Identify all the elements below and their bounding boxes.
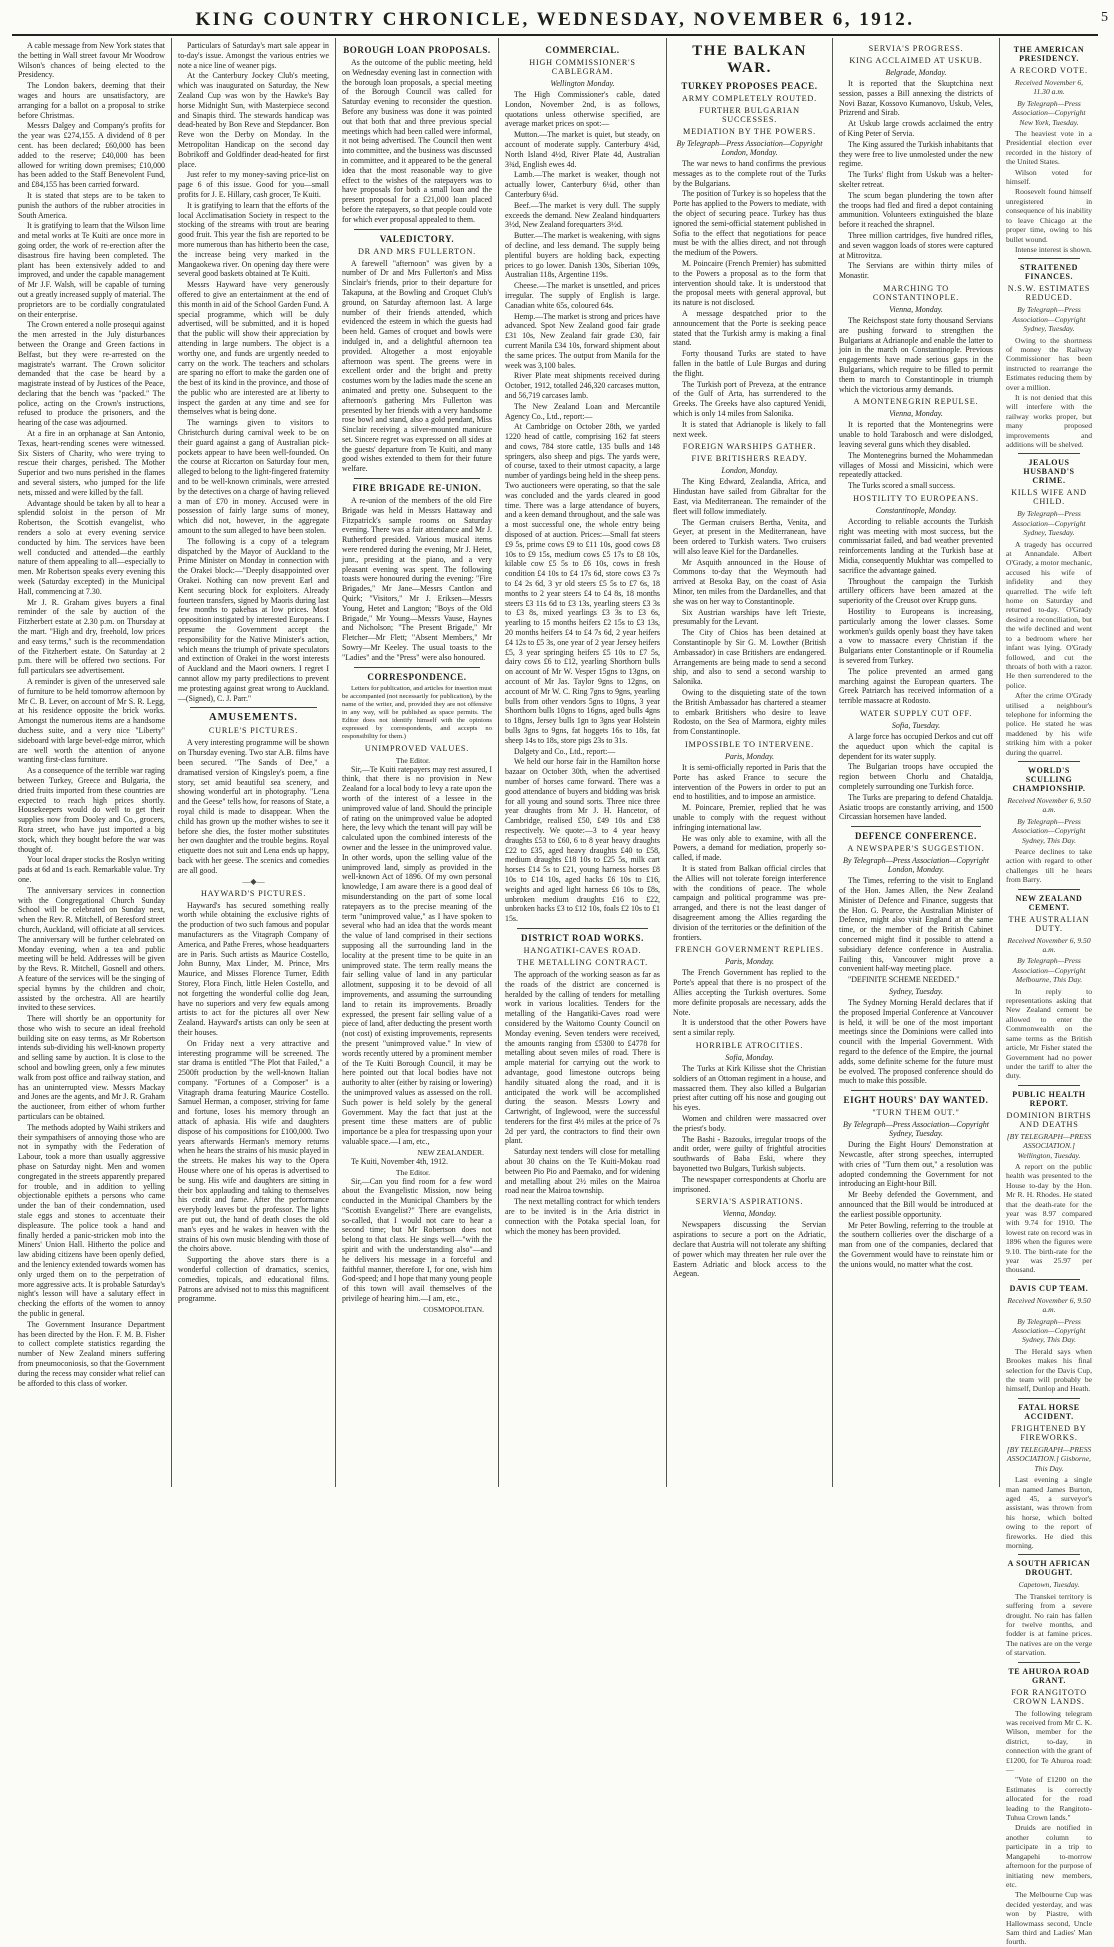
unimproved-signature: NEW ZEALANDER. (417, 1147, 484, 1157)
article-paragraph: A large force has occupied Derkos and cut off the aqueduct upon which the capital is dependent for its water supply. (839, 732, 993, 761)
march-dateline: Vienna, Monday. (889, 304, 943, 314)
article-paragraph: M. Poincaire (French Premier) has submitted to the Powers a proposal as to the form that intervention should take. It is understood that the proposal meets with general approval, but its nature is not disclosed. (673, 258, 826, 308)
article-paragraph: It is reported that the Skuptchina next session, passes a Bill annexing the districts of Novi Bazar, Kossovo Kumanovo, Uskub, Veles, Prizrend and Sirab. (839, 79, 993, 118)
local-news-continued (178, 41, 329, 703)
article-paragraph: A report on the public health was presented to the House to-day by the Hon. Mr R. H. Rhodes. He stated that the death-rate for the year was 8.97 compared with 9.74 for 1910. The lowest rate on record was in 1896 when the figures were 9.10. The birth-rate for the year was 25.97 per thousand. (1006, 1161, 1092, 1275)
article-paragraph: The Montenegrins burned the Mohammedan villages of Mossi and Missicini, which were repeatedly attacked. (839, 450, 993, 480)
local-news (18, 41, 165, 1388)
water-article (839, 732, 993, 822)
war-heading: THE BALKAN WAR. (692, 43, 807, 76)
column-1 (12, 38, 172, 1487)
article-paragraph: The Times, referring to the visit to England of the Hon. James Allen, the New Zealand Minister of Defence and Finance, suggests that the Hon. G. Pearce, the Australian Minister of Defence, might also visit England at the same time, or the member of the British Cabinet concerned might find it possible to attend a subsidiary defence conference in Australia. Failing this, Vancouver might prove a convenient half-way meeting place. (839, 876, 993, 974)
commercial-dateline: Wellington Monday. (550, 79, 615, 88)
valedictory-article (342, 259, 492, 475)
article-paragraph: The French Government has replied to the Porte's appeal that there is no prospect of the Allies accepting the Turkish overtures. Some more definite proposals are necessary, adds the Note. (673, 968, 826, 1017)
article-paragraph: The heaviest vote in a Presidential election ever recorded in the history of the United States. (1006, 129, 1092, 167)
divider (354, 667, 480, 668)
article-paragraph: It is stated from Balkan official circles that the Allies will not tolerate foreign interference with the conditions of peace. The whole campaign and political programme was pre-arranged, and there is not the least danger of disagreement among the Allies regarding the division of the territories or the definition of the frontiers. (673, 864, 826, 942)
article-paragraph: It is stated that Adrianople is likely to fall next week. (673, 419, 826, 439)
article-paragraph: After the crime O'Grady utilised a neighbour's telephone for informing the police. He stated he was maddened by his wife striking him with a poker during the quarrel. (1006, 691, 1092, 757)
article-paragraph: Roosevelt found himself unregistered in consequence of his inability to leave Chicago at the proper time, owing to his bullet wound. (1006, 187, 1092, 244)
article-paragraph: Butter.—The market is weakening, with signs of decline, and less demand. The supply being plentiful buyers are holding back, expecting prices to go lower. Danish 130s, Siberian 109s, Australian 118s, Argentine 119s. (505, 231, 660, 280)
evangelist-letter (342, 1177, 492, 1304)
unimproved-place: Te Kuiti, November 4th, 1912. (351, 1156, 448, 1166)
article-paragraph: Lamb.—The market is weaker, though not actually lower, Canterbury 6¼d, other than Canterbury 6¼d. (505, 170, 660, 199)
war-subheading-3: FURTHER BULGARIAN SUCCESSES. (699, 106, 800, 124)
article-paragraph: The Turks' flight from Uskub was a helter-skelter retreat. (839, 170, 993, 189)
article-paragraph: The following is a copy of a telegram dispatched by the Mayor of Auckland to the Prime Minister on Monday in connection with the Orakei block:—"Deeply disappointed over Orakei. Nothing can now prevent Earl and Kent securing block for exploiters. Already fourteen transfers, signed by Maoris during last few months to pakehas at low prices. Most opposition instigated by interested Europeans. I presume the Government accept the responsibility for the Native Minister's action, which means the triumph of private speculators and extinction of Orakei in the worst interests of Auckland and the Maori owners. I regret I cannot allow my party predilections to prevent me protesting against great wrong to Auckland.—(Signed), C. J. Parr." (178, 536, 329, 703)
article-paragraph: The Reichspost state forty thousand Servians are pushing forward to strengthen the Bulgarians at Adrianople and enable the latter to join in the march on Constantinople. Previous engagements have made serious gaps in the Bulgarians, which require to be filled to permit them to march to Constantinople in triumph which the victorious army demands. (839, 315, 993, 394)
finances-subheading: N.S.W. ESTIMATES REDUCED. (1007, 284, 1091, 303)
brigade-article (342, 496, 492, 663)
jealous-subheading: KILLS WIFE AND CHILD. (1011, 488, 1087, 507)
french-article (673, 968, 826, 1038)
unimproved-heading: UNIMPROVED VALUES. (364, 743, 470, 753)
article-paragraph: It is gratifying to learn that the efforts of the local Acclimatisation Society in respect to the stocking of the streams with trout are bearing good fruit. This year the fish are reported to be more numerous than has hitherto been the case, the increase being very marked in the Mangaokewa river. On opening day there were several good baskets obtained at Te Kuiti. (178, 200, 329, 279)
article-paragraph: It is stated that steps are to be taken to punish the authors of the rubber atrocities in South America. (18, 190, 165, 220)
article-paragraph: Messrs Hayward have very generously offered to give an entertainment at the end of this month in aid of the School Garden Fund. A special programme, which will be duly advertised, will be submitted, and it is hoped that the public will show their appreciation by attending in large numbers. The object is a worthy one, and funds are urgently needed to carry on the work. The teachers and scholars are sparing no effort to make the garden one of the best of its kind in the province, and those of the public who are interested are at liberty to inspect the garden at any time and see for themselves what is being done. (178, 280, 329, 417)
curle-article (178, 738, 329, 875)
health-article (1006, 1162, 1092, 1275)
article-paragraph: At a fire in an orphanage at San Antonio, Texas, heart-rending scenes were witnessed. Six Sisters of Charity, who were trying to rescue their charges, perished. The Mother Superior and two nuns perished in the flames and several sisters, who jumped for the life nets, missed and were killed by the fall. (18, 429, 165, 497)
article-paragraph: Owing to the shortness of money the Railway Commissioner has been instructed to rearrange the Estimates reducing them by over a million. (1006, 335, 1092, 392)
jealous-article (1006, 540, 1092, 757)
presidency-dateline: Received November 6, 11.30 a.m. (1014, 78, 1084, 97)
defence-article (839, 876, 993, 985)
monte-heading: A MONTENEGRIN REPULSE. (853, 397, 979, 407)
defence-subheading: A NEWSPAPER'S SUGGESTION. (847, 844, 985, 854)
horrible-article (673, 1064, 826, 1194)
article-paragraph: The Turks scored a small success. (848, 481, 955, 491)
column-6 (833, 38, 1000, 1487)
unimproved-addressee: The Editor. (395, 755, 431, 765)
eight-heading: EIGHT HOURS' DAY WANTED. (843, 1095, 989, 1106)
masthead-title: KING COUNTRY CHRONICLE, WEDNESDAY, NOVEMBER 6, 1912. (195, 9, 915, 30)
district-heading: DISTRICT ROAD WORKS. (521, 932, 644, 943)
fatal-article (1006, 1475, 1092, 1550)
finances-heading: STRAITENED FINANCES. (1019, 263, 1078, 282)
article-paragraph: The Turkish port of Preveza, at the entrance of the Gulf of Arta, has surrendered to the Greeks. The Greeks have also captured Yenidi, which is only 14 miles from Salonika. (673, 379, 826, 418)
eight-credit: By Telegraph—Press Association—Copyright Sydney, Tuesday. (843, 1120, 989, 1139)
uskub-dateline: Belgrade, Monday. (885, 68, 947, 77)
article-paragraph: A message despatched prior to the announcement that the Porte is seeking peace stated that the Turkish army is making a final stand. (673, 308, 826, 348)
article-paragraph: The King Edward, Zealandia, Africa, and Hindustan have sailed from Gibraltar for the East, via Mediterranean. The remainder of the fleet will follow immediately. (673, 477, 826, 516)
article-paragraph: Supporting the above stars there is a wonderful collection of dramatics, scenics, comedies, topicals, and educational films. Patrons are advised not to miss this magnificent programme. (178, 1255, 329, 1304)
article-paragraph: The New Zealand Loan and Mercantile Agency Co., Ltd., report:— (505, 401, 660, 421)
article-paragraph: Wilson voted for himself. (1006, 167, 1092, 187)
article-paragraph: The City of Chios has been detained at Constantinople by Sir G. M. Lowther (British Ambassador) in case Britishers are endangered. Arrangements are being made to send a second ship, and also to send a second warship to Salonika. (673, 628, 826, 687)
grant-article (1006, 1709, 1092, 1947)
article-paragraph: The methods adopted by Waihi strikers and their sympathisers of annoying those who are not in sympathy with the Federation of Labour, took a more than usually aggressive phase on Saturday night. Men and women congregated in the streets apparently prepared for trouble, and in addition to yelling objectionable epithets a persons who came under the ban of their condemnation, used stale eggs and stones to accentuate their displeasure. The police took a hand and finally herded a panic-stricken mob into the Miners' Union Hall. Hitherto the police and law abiding citizens have been openly defied, and the leniency extended towards women has only urged them on to the perpetration of more aggressive acts. It is probable Saturday's night's lesson will have a salutary effect in checking the efforts of the women to annoy the public in general. (18, 1122, 165, 1318)
ornament: —◆— (242, 876, 265, 886)
brigade-heading: FIRE BRIGADE RE-UNION. (352, 483, 482, 494)
article-paragraph: The anniversary services in connection with the Congregational Church Sunday School will be celebrated on Sunday next, when the Rev. R. Mitchell, of Beresford street church, Auckland, will officiate at all services. The anniversary will be further celebrated on Monday evening, when a tea and public meeting will be held. Addresses will be given by the Revs. R. Mitchell, Gosnell and others. A feature of the services will be the singing of special hymns by the children and choir, assisted by the orchestra. All are heartily invited to these services. (18, 885, 165, 1013)
finances-credit: By Telegraph—Press Association—Copyright Sydney, Tuesday. (1012, 305, 1086, 334)
servia-dateline: Vienna, Monday. (722, 1209, 777, 1219)
district-subheading: HANGATIKI-CAVES ROAD. (523, 945, 642, 955)
article-paragraph: Hayward's has secured something really worth while obtaining the exclusive rights of the production of two such famous and popular manufacturers as the Vitagraph Company of America, and Pathe Freres, whose headquarters are in Paris. Such artists as Maurice Costello, John Bunny, Max Linder, M. Prince, Mrs Maurice, and Misses Florence Turner, Edith Storey, Flora Finch, little Helen Costello, and not forgetting the wonderful collie dog Jean, have no superiors and very few equals among artists to act for the pictures all over New Zealand. Hayward's artists can only be seen at their houses. (178, 900, 329, 1037)
divider (354, 229, 480, 230)
jealous-heading: JEALOUS HUSBAND'S CRIME. (1023, 458, 1075, 486)
article-paragraph: At the Canterbury Jockey Club's meeting, which was inaugurated on Saturday, the New Zealand Cup was won by the Hawke's Bay horse Midnight Sun, with Masterpiece second and Sinapis third. The stewards handicap was dead-heated by Bon Reve and Stepdancer. Bon Reve won the Derby on Monday. In the Metropolitan Handicap on the second day Bobrikoff and Goldfinder dead-heated for first place. (178, 71, 329, 169)
cement-subheading: THE AUSTRALIAN DUTY. (1008, 914, 1090, 933)
war-subheading-4: MEDIATION BY THE POWERS. (683, 127, 816, 136)
article-paragraph: The Sydney Morning Herald declares that if the proposed Imperial Conference at Vancouver is held, it will be one of the most important meetings since the Dominions were called into council with the Imperial Government. With regard to the defence of the Empire, the journal adds, some definite scheme for the future must be evolved. The proposed conference should do much to make this possible. (839, 997, 993, 1086)
health-credit: [BY TELEGRAPH—PRESS ASSOCIATION.] Wellington, Tuesday. (1006, 1131, 1092, 1160)
divider (517, 928, 648, 929)
fatal-credit: [BY TELEGRAPH—PRESS ASSOCIATION.] Gisborne, This Day. (1006, 1444, 1092, 1473)
davis-article (1006, 1347, 1092, 1394)
presidency-subheading: A RECORD VOTE. (1010, 66, 1088, 75)
article-paragraph: Dalgety and Co., Ltd., report:— (514, 746, 616, 756)
article-paragraph: A tragedy has occurred at Annandale. Albert O'Grady, a motor mechanic, accused his wife of infidelity and they quarrelled. The wife left home on Saturday and returned to-day. O'Grady desired a reconciliation, but the wife declined and went to a bedroom where her infant was lying. O'Grady followed, and cut the throats of both with a razor. He then surrendered to the police. (1006, 539, 1092, 690)
article-paragraph: The approach of the working season as far as the roads of the district are concerned is heralded by the calling of tenders for metalling work in various localities. Tenders for the metalling of the Hangatiki-Caves road were considered by the Waitomo County Council on Monday evening. Seven tenders were received, the amounts ranging from £5300 to £4778 for metalling about seven miles of road. There is ample material for carrying out the work to advantage, good limestone outcrops being handily situated along the road, and it is anticipated the work will be accomplished during the season. Messrs Lowry and Cartwright, of Inglewood, were the successful tenderers for the first 4½ miles at the price of 7s 2d per yard, the contractors to find their own plant. (505, 969, 660, 1146)
column-4 (499, 38, 667, 1487)
cement-dateline: Received November 6, 9.50 a.m. (1007, 935, 1091, 955)
article-paragraph: Beef.—The market is very dull. The supply exceeds the demand. New Zealand hindquarters 3½d, New Zealand forequarters 3½d. (505, 200, 660, 230)
unimproved-letter (342, 765, 492, 1147)
article-paragraph: It is not denied that this will interfere with the railway works proper, but many proposed improvements and additions will be shelved. (1006, 392, 1092, 449)
article-paragraph: The police prevented an armed gang marching against the European quarters. The Greek Patriarch has received information of a terrible massacre at Rodosto. (839, 666, 993, 706)
valedictory-heading: VALEDICTORY. (379, 233, 455, 244)
cement-article (1006, 987, 1092, 1081)
article-paragraph: As the outcome of the public meeting, held on Wednesday evening last in connection with the borough loan proposals, a special meeting of the Borough Council was called for Saturday evening to reconsider the question. Before any business was done it was pointed out that both that and three previous special meetings which had been called were informal, it not being advertised. The Council then went into committee, and the business was discussed in committee, and it appeared to be the general idea that the most reasonable way to give effect to the wishes of the ratepayers was to have proposals for both a small loan and the present proposal for a £21,000 loan placed before the ratepayers, so that people could vote for which ever proposal appealed to them. (342, 58, 492, 224)
grant-heading: TE AHUROA ROAD GRANT. (1008, 1666, 1090, 1685)
divider (1018, 1554, 1080, 1555)
article-paragraph: The High Commissioner's cable, dated London, November 2nd, is as follows, quotations unless otherwise specified, are average market prices on spot:— (505, 90, 660, 129)
foreign-article (673, 477, 826, 737)
presidency-article (1006, 129, 1092, 254)
hostility-heading: HOSTILITY TO EUROPEANS. (853, 493, 979, 503)
article-paragraph: Sir,—Te Kuiti ratepayers may rest assured, I think, that there is no provision in New Zealand for a local body to levy a rate upon the worth of the interest of a lessee in the unimproved value of land. Should the principle of rating on the unimproved value be adopted here, the levy which the tenant will pay will be calculated upon the combined interests of the owner and the lessee in the unimproved value. In other words, upon the selling value of the unimproved land, simply as provided in the well-known Act of 1896. Of my own personal knowledge, I am aware there is a good deal of misunderstanding on the part of some local ratepayers as to the precise meaning of the term "unimproved value," as I have spoken to several who had an idea that the words meant the value of land comprised in their sections supposing all the surrounding land in the locality at the present time to be quite in an unimproved state. The term really means the fair selling value of land in any particular allotment, supposing it to be devoid of all improvements, and assuming the surrounding land to retain its improvements. Broadly expressed, the present fair selling value of a piece of land, after deducting the present worth (not cost) of existing improvements, represents the present "unimproved value." In view of words recently uttered by a prominent member of the Te Kuiti Borough Council, it may be here pointed out that local bodies have not authority to alter (either by raising or lowering) the unimproved values as assessed on the roll. Such power is held solely by the general Government. May the fact that just at the present time these matters are of public importance be a plea for trespassing upon your valuable space.—I am, etc., (342, 764, 492, 1146)
foreign-dateline: London, Monday. (721, 466, 778, 476)
jealous-credit: By Telegraph—Press Association—Copyright Sydney, Tuesday. (1012, 509, 1086, 538)
article-paragraph: The Bulgarian troops have occupied the region between Chorlu and Chataldja, completely surrounding one Turkish force. (839, 762, 993, 792)
defence-credit: By Telegraph—Press Association—Copyright London, Monday. (843, 856, 989, 875)
article-paragraph: The Transkei territory is suffering from a severe drought. No rain has fallen for twelve months, and fodder is at famine prices. The natives are on the verge of starvation. (1006, 1591, 1092, 1658)
divider (1018, 889, 1080, 890)
article-paragraph: Just refer to my money-saving price-list on page 6 of this issue. Good for you—small profits for J. E. Hillary, cash grocer, Te Kuiti. (178, 170, 329, 199)
article-paragraph: Your local draper stocks the Roslyn writing pads at 6d and 1s each. Remarkable value. Try one. (18, 855, 165, 884)
water-dateline: Sofia, Tuesday. (891, 721, 941, 731)
davis-heading: DAVIS CUP TEAM. (1009, 1283, 1089, 1293)
article-paragraph: A re-union of the members of the old Fire Brigade was held in Messrs Hattaway and Fitzpatrick's sample rooms on Saturday evening. There was a fair attendance and Mr J. Rutherford presided. Various musical items were rendered during the evening, Mr J. Hetet, junr., presiding at the piano, and a very pleasant evening was spent. The following toasts were honoured during the evening: "Fire Brigades," Mr Jane—Messrs Cantlon and Quirk; "Visitors," Mr J. Eriksen—Messrs Young, Hetet and Langton; "Boys of the Old Brigade," Mr Young—Messrs Vause, Haynes and Nicholson; "The Present Brigade," Mr Fletcher—Mr Flett; "Absent Members," Mr Sowry—Mr Keeley. The usual toasts to the "Ladies" and the "Press" were also honoured. (342, 496, 492, 662)
hayward-article (178, 901, 329, 1305)
servia-heading: SERVIA'S ASPIRATIONS. (695, 1197, 804, 1207)
loan-heading: BOROUGH LOAN PROPOSALS. (343, 45, 491, 55)
davis-dateline: Received November 6, 9.50 a.m. (1007, 1295, 1091, 1315)
article-paragraph: As a consequence of the terrible war raging between Turkey, Greece and Bulgaria, the dried fruits imported from these countries are expected to reach high prices shortly. Housekeepers would do well to get their supplies now from Dooley and Co., grocers, Rora street, who have just imported a big stock, which they bought before the war was thought of. (18, 766, 165, 854)
divider (1018, 1279, 1080, 1280)
divider (354, 478, 480, 479)
article-paragraph: The scum began plundering the town after the troops had fled and fired a depot containing ammunition. Volunteers extinguished the blaze before it reached the shrapnel. (839, 190, 993, 230)
davis-credit: By Telegraph—Press Association—Copyright Sydney, This Day. (1012, 1316, 1086, 1345)
article-paragraph: The Herald says when Brookes makes his final selection for the Davis Cup, the team will probably be himself, Dunlop and Heath. (1006, 1346, 1092, 1394)
drought-credit: Capetown, Tuesday. (1018, 1580, 1080, 1590)
impossible-dateline: Paris, Monday. (724, 752, 775, 762)
article-paragraph: The German cruisers Bertha, Venita, and Geyer, at present in the Mediterranean, have been ordered to Turkish waters. Two cruisers will also leave Kiel for the Dardanelles. (673, 517, 826, 556)
sculling-dateline: Received November 6, 9.50 a.m. (1007, 795, 1091, 815)
article-paragraph: The King assured the Turkish inhabitants that they were free to live unmolested under the new regime. (839, 139, 993, 169)
article-paragraph: The warnings given to visitors to Christchurch during carnival week to be on their guard against a gang of Australian pick-pockets appear to have been well-founded. On the course at Riccarton on Saturday four men, alleged to belong to the light-fingered fraternity and to be well-known criminals, were arrested by the detectives on a charge of having relieved a man of £70 in money. Accused were in possession of fairly large sums of money, which did not, however, in the aggregate amount to the sum alleged to have been stolen. (178, 418, 329, 536)
article-paragraph: Last evening a single man named James Burton, aged 45, a surveyor's assistant, was thrown from his horse, which bolted owing to the report of fireworks. He died this morning. (1006, 1475, 1092, 1550)
sculling-heading: WORLD'S SCULLING CHAMPIONSHIP. (1012, 765, 1086, 793)
column-5 (667, 38, 833, 1487)
masthead (12, 6, 1108, 36)
water-heading: WATER SUPPLY CUT OFF. (859, 709, 973, 719)
article-paragraph: The following telegram was received from Mr C. K. Wilson, member for the district, to-day, in connection with the grant of £1200, for Te Ahuroa road:— (1006, 1708, 1092, 1775)
article-paragraph: Particulars of Saturday's mart sale appear in to-day's issue. Amongst the various entries we note a nice line of weaner pigs. (178, 41, 329, 70)
horrible-dateline: Sofia, Monday. (725, 1052, 774, 1062)
article-paragraph: It is reported that the Montenegrins were unable to hold Tarabosch and were dislodged, leaving several guns which they disabled. (839, 420, 993, 449)
article-paragraph: Mr J. R. Graham gives buyers a final reminder of the sale by auction of the Fitzherbert estate at 2.30 p.m. on Thursday at the mart. "High and dry, freehold, low prices and easy terms," such is the recommendation of the Fitzherbert estate. On Saturday at 2 p.m. there will be offered two sections. For full particulars see advertisement. (18, 597, 165, 676)
war-subheading-2: ARMY COMPLETELY ROUTED. (681, 94, 817, 103)
article-paragraph: At Uskub large crowds acclaimed the entry of King Peter of Servia. (839, 119, 993, 138)
article-paragraph: It is semi-officially reported in Paris that the Porte has asked France to secure the intervention of the Powers in order to put an end to hostilities, and to impose an armistice. (673, 763, 826, 802)
article-paragraph: On Friday next a very attractive and interesting programme will be screened. The star drama is entitled "The Plot that Failed," a 2500ft production by the well-known Italian company. "Fortunes of a Composer" is a Vitagraph drama featuring Maurice Costello. Samuel Herman, a composer, striving for fame and fortune, loses his memory through an attack of aphasia. His wife and daughters dispose of his compositions for £100,000. Two years afterwards Herman's memory returns when he hears the strains of his music played in the streets. He makes his way to the Opera House where one of his operas is advertised to be sung. His wife and daughters are sitting in their box applauding and taking to themselves his credit and fame. After the performance everybody leaves but the professor. The lights are put out, the hand of death closes the old man's eyes and he wakes in heaven with the strains of his own music blending with those of the choirs above. (178, 1038, 329, 1254)
article-paragraph: Mr Peter Bowling, referring to the trouble at the southern collieries over the discharge of a man from one of the companies, declared that the Government would have to reinstate him or the unions would, no matter what the cost. (839, 1220, 993, 1269)
health-heading: PUBLIC HEALTH REPORT. (1012, 1089, 1086, 1108)
article-paragraph: "DEFINITE SCHEME NEEDED." (848, 975, 960, 985)
divider (1018, 761, 1080, 762)
article-paragraph: We held our horse fair in the Hamilton horse bazaar on October 30th, when the advertised number of horses came forward. There was a good attendance of buyers and bidding was brisk for all young and sound sorts. Three nice three year draughts from Mr J. H. Hancetor, of Cambridge, realised £50, £49 10s and £38 respectively. We quote:—3 to 4 year heavy draughts £53 to £60, 6 to 8 year heavy draughts £22 to £35, aged heavy draughts £40 to £58, medium draughts £18 10s to £25 5s, milk cart horses £14 5s to £21, young harness horses £8 10s to £14 10s, aged hacks £6 10s to £16, weights and aged light harness £6 10s to £8s, unbroken medium draughts £16 to £22, unbroken hacks £3 to £12 10s, foals £2 10s to £1 15s. (505, 757, 660, 924)
cement-heading: NEW ZEALAND CEMENT. (1015, 893, 1083, 912)
eight-article (839, 1140, 993, 1269)
foreign-heading: FOREIGN WARSHIPS GATHER. (682, 442, 817, 452)
march-heading: MARCHING TO CONSTANTINOPLE. (872, 283, 960, 302)
article-paragraph: Forty thousand Turks are stated to have fallen in the battle of Lule Burgas and during the flight. (673, 349, 826, 378)
article-paragraph: Pearce declines to take action with regard to other challenges till he hears from Barry. (1006, 847, 1092, 885)
article-paragraph: During the Eight Hours' Demonstration at Newcastle, after strong speeches, interrupted with cries of "Turn them out," a resolution was adopted condemning the Government for not introducing an Eight-hour Bill. (839, 1140, 993, 1189)
commercial-subheading: HIGH COMMISSIONER'S CABLEGRAM. (529, 58, 636, 76)
hostility-article (839, 517, 993, 706)
sculling-credit: By Telegraph—Press Association—Copyright Sydney, This Day. (1012, 816, 1086, 845)
march-article (839, 316, 993, 394)
article-paragraph: Women and children were massacred over the priest's body. (673, 1113, 826, 1133)
french-dateline: Paris, Monday. (724, 957, 775, 967)
article-paragraph: The war news to hand confirms the previous messages as to the complete rout of the Turks by the Bulgarians. (673, 159, 826, 188)
article-paragraph: Sir,—Can you find room for a few word about the Evangelistic Mission, now being conducted in the Municipal Chambers by the "Scottish Evangelist?" There are evangelists, so-called, that I would not care to hear a second time; but Mr Robertson does not belong to that class. He sings well—"with the spirit and with the understanding also"—and he delivers his message in a forceful and faithful manner, therefore I, for one, wish him God-speed; and I hope that many young people of this town will avail themselves of the privilege of hearing him.—I am, etc., (342, 1176, 492, 1304)
commercial-article (505, 90, 660, 924)
impossible-article (673, 763, 826, 942)
letter2-addressee: The Editor. (395, 1167, 431, 1177)
progress-heading: SERVIA'S PROGRESS. (868, 44, 964, 53)
article-paragraph: Throughout the campaign the Turkish artillery officers have been amazed at the superiority of the Creusot over Krupp guns. (839, 576, 993, 606)
article-paragraph: The Servians are within thirty miles of Monastir. (839, 261, 993, 281)
fatal-heading: FATAL HORSE ACCIDENT. (1018, 1402, 1080, 1421)
drought-article (1006, 1592, 1092, 1658)
article-paragraph: The Crown entered a nolle prosequi against the men arrested in the July disturbances between the Orange and Green factions in Belfast, but they were re-arrested on the magistrate's warrant. The Crown solicitor demanded that the case be heard by a magistrate instead of by Justices of the Peace, declaring that the bench was "packed." The police, acting on the Crown's instructions, refused to produce the prisoners, and the hearing of the case was adjourned. (18, 320, 165, 428)
article-paragraph: Messrs Dalgey and Company's profits for the year was £274,155. A dividend of 8 per cent. has been declared; £60,000 has been added to the reserve; £40,000 has been allowed for writing down premises; £10,000 has been added to the Staff Benevolent Fund, and £84,155 has been carried forward. (18, 121, 165, 190)
defence-article-2 (839, 998, 993, 1086)
drought-heading: A SOUTH AFRICAN DROUGHT. (1007, 1559, 1091, 1578)
letter2-signature: COSMOPOLITAN. (423, 1304, 484, 1314)
article-paragraph: Advantage should be taken by all to hear a splendid soloist in the person of Mr Robertson, the Scottish evangelist, who renders a solo at every evening service conducted by him. The services have been well conducted and attended—the earthly nature of them appealing to all—especially to men. Mr Robertson speaks every evening this week (Saturday excepted) in the Municipal Hall, commencing at 7.30. (18, 498, 165, 596)
article-paragraph: There will shortly be an opportunity for those who wish to secure an ideal freehold building site on easy terms, as Mr Robertson intends sub-dividing his well-known property and selling same by auction. It is close to the school and bowling green, only a few minutes walk from post office and railway station, and has an uninterrupted view. Messrs Mackay and Jones are the agents, and Mr J. R. Graham the auctioneer, from either of whom further particulars can be obtained. (18, 1014, 165, 1122)
article-paragraph: River Plate meat shipments received during October, 1912, totalled 246,320 carcases mutton, and 56,719 carcases lamb. (505, 371, 660, 400)
divider (851, 1090, 981, 1091)
column-3 (336, 38, 499, 1487)
divider (1018, 1398, 1080, 1399)
impossible-heading: IMPOSSIBLE TO INTERVENE. (684, 740, 814, 750)
article-paragraph: The Government Insurance Department has been directed by the Hon. F. M. B. Fisher to collect complete statistics regarding the number of New Zealand miners suffering from pneumoconiosis, so that the Government during the recess may consider what relief can be afforded to this class of worker. (18, 1319, 165, 1388)
article-paragraph: Saturday next tenders will close for metalling about 30 chains on the Te Kuiti-Mokau road between Pio Pio and Paemako, and for widening and metalling about 2½ miles on the Mairoa road near the Mairoa township. (505, 1147, 660, 1196)
commercial-heading: COMMERCIAL. (545, 45, 620, 55)
amusements-heading: AMUSEMENTS. (209, 712, 298, 724)
cement-credit: By Telegraph—Press Association—Copyright Melbourne, This Day. (1012, 956, 1086, 985)
article-paragraph: In reply to representations asking that New Zealand cement be allowed to enter the Commonwealth on the same terms as the British article, Mr Fisher stated the Government had no power under the tariff to alter the duty. (1006, 986, 1092, 1081)
servia-article (673, 1220, 826, 1279)
foreign-subheading: FIVE BRITISHERS READY. (691, 454, 808, 464)
article-paragraph: Hemp.—The market is strong and prices have advanced. Spot New Zealand good fair grade £31 10s, New Zealand fair grade £30, fair current Manila £34 10s, forward shipment about the same prices. The output from Manila for the week was 3,100 bales. (505, 311, 660, 370)
war-credit: By Telegraph—Press Association—Copyright London, Monday. (676, 139, 823, 157)
divider (1018, 1662, 1080, 1663)
article-paragraph: A farewell "afternoon" was given by a number of Dr and Mrs Fullerton's and Miss Sinclair's friends, prior to their departure for Takapuna, at the Bowling and Croquet Club's ground, on Saturday afternoon last. A large number of their friends attended, which evidenced the esteem in which the guests had been held. Games of croquet and bowls were indulged in, and a delightful afternoon tea provided. Altogether a most enjoyable afternoon was spent. The greens were in excellent order and the bright and pretty costumes worn by the ladies made the scene an animated and pretty one. Subsequent to the afternoon's gathering Mrs Fullerton was presented by her friends with a very handsome rose bowl and stand, also a gold pendant, Miss Sinclair receiving a silver-mounted manicure set. Sincere regret was expressed on all sides at the guests' departure from Te Kuiti, and many good wishes extended to them for their future welfare. (342, 258, 492, 474)
war-subheading: TURKEY PROPOSES PEACE. (681, 81, 818, 91)
article-paragraph: Owing to the disquieting state of the town the British Ambassador has chartered a steamer to embark Britishers who desire to leave Rodosto, on the Sea of Marmora, eighty miles from Constantinople. (673, 688, 826, 737)
valedictory-subheading: DR AND MRS FULLERTON. (357, 246, 477, 256)
correspondence-note: Letters for publication, and articles for insertion must be accompanied (not necessarily for publication), by the name of the writer, and, provided they are not offensive in any way, will be published as space permits. The Editor does not identify himself with the opinions expressed by correspondents, and accepts no responsibility for them.) (342, 684, 492, 740)
monte-article (839, 420, 993, 491)
article-paragraph: Mr Beeby defended the Government, and announced that the Bill would be introduced at the earliest possible opportunity. (839, 1190, 993, 1219)
article-paragraph: It is understood that the other Powers have sent a similar reply. (673, 1018, 826, 1038)
article-paragraph: The Melbourne Cup was decided yesterday, and was won by Piastre, with Hallowmass second, Uncle Sam third and Ladies' Man fourth. (1006, 1890, 1092, 1947)
divider (1018, 258, 1080, 259)
article-paragraph: Three million cartridges, five hundred rifles, and seven waggon loads of stores were captured at Mitrovitza. (839, 230, 993, 260)
defence-dateline-2: Sydney, Tuesday. (889, 986, 943, 996)
defence-heading: DEFENCE CONFERENCE. (855, 831, 977, 842)
article-paragraph: At Cambridge on October 28th, we yarded 1220 head of cattle, comprising 162 fat steers and cows, 784 store cattle, 135 bulls and 148 springers, also sheep and pigs. The yards were, of course, taxed to their utmost capacity, a large number of yardings being held in the sheep pens. Two auctioneers were operating, so that the sale was concluded and the yards cleared in good time. There was a large attendance of buyers, and a keen demand throughout, and the sale was a most successful one, the whole entry being disposed of at auction. Prices:—Small fat steers £9 5s, prime cows £9 to £11 10s, good cows £8 10s to £9 15s, medium cows £5 17s to £8 10s, kilable cow £5 5s to £6 10s, cows in fresh condition £4 10s to £4 17s 6d, store cows £3 7s to £4 2s 6d, 3 yr old steers £5 5s to £7 6s, 18 months to 2 year steers £4 to £4 8s, 18 months steers £3 11s 6d to £3 13s, yearling steers £3 3s to £3 8s, mixed yearlings £3 3s to £3 6s, yearling to 15 months heifers £2 15s to £3 13s, 20 months heifers £4 to £4 7s 6d, 2 year heifers £4 12s to £5 3s, one year of 2 year Jersey heifers £5, 3 year springing heifers £5 10s to £7 5s, dairy cows £6 to £12, yearling Shorthorn bulls on account of Mr W. Vesper 15gns to 13gns, on account of Mr Jas. Taylor 9gns to 12gns, on account of Mr W. C. Ring 7gns to 9gns, yearling bulls from other vendors 5gns to 10gns, 3 year Shorthorn bulls 10gns to 16gns, aged bulls 4gns to 18gns, Jersey bulls 1gn to 3gns year Holstein bulls 3gns to 9gns, fat hoggets 16s to 18s, fat sheep 14s to 18s, store pigs 23s to 31s. (505, 422, 660, 745)
eight-subheading: "TURN THEM OUT." (872, 1108, 960, 1118)
article-paragraph: Newspapers discussing the Servian aspirations to secure a port on the Adriatic, declare that Austria will not tolerate any shifting of power which may threaten her rule over the Eastern Adriatic and block access to the Aegean. (673, 1220, 826, 1279)
article-paragraph: Intense interest is shown. (1015, 244, 1092, 254)
presidency-heading: THE AMERICAN PRESIDENCY. (1013, 45, 1085, 63)
war-article (673, 159, 826, 439)
article-paragraph: The newspaper correspondents at Chorlu are imprisoned. (673, 1174, 826, 1194)
sculling-article (1006, 847, 1092, 885)
article-paragraph: According to reliable accounts the Turkish right was meeting with most success, but the commissariat failed, and bad weather prevented reinforcements landing at the Turkish base at Midia, consequently Mukhtar was compelled to sacrifice the advantage gained. (839, 516, 993, 575)
finances-article (1006, 336, 1092, 450)
columns (12, 38, 1098, 1947)
hostility-dateline: Constantinople, Monday. (875, 505, 957, 515)
divider (851, 826, 981, 827)
uskub-heading: KING ACCLAIMED AT USKUB. (849, 56, 983, 65)
page-number: 5 (1101, 10, 1108, 25)
article-paragraph: Cheese.—The market is unsettled, and prices irregular. The supply of English is large. Canadian white 65s, coloured 64s. (505, 281, 660, 310)
column-2 (172, 38, 336, 1487)
divider (1018, 453, 1080, 454)
divider (1018, 1085, 1080, 1086)
article-paragraph: The London bakers, deeming that their wages and hours are unsatisfactory, are arranging for a ballot on a proposal to strike before Christmas. (18, 81, 165, 120)
presidency-credit: By Telegraph—Press Association—Copyright New York, Tuesday. (1012, 98, 1086, 127)
article-paragraph: "Vote of £1200 on the Estimates is correctly allocated for the road leading to the Rangitoto-Tuhua Crown lands." (1006, 1775, 1092, 1823)
article-paragraph: The next metalling contract for which tenders are to be invited is in the Aria district in connection with the Potaka special loan, for which the money has been provided. (505, 1197, 660, 1236)
correspondence-heading: CORRESPONDENCE. (367, 671, 467, 682)
french-heading: FRENCH GOVERNMENT REPLIES. (675, 945, 824, 955)
curle-heading: CURLE'S PICTURES. (208, 726, 299, 736)
district-article (505, 970, 660, 1237)
article-paragraph: The position of Turkey is so hopeless that the Porte has applied to the Powers to mediate, with the object of securing peace. Turkey has thus ignored the semi-official statement published in Sofia to the effect that negotiations for peace must be with the allies direct, and not through the medium of the Powers. (673, 189, 826, 258)
hayward-heading: HAYWARD'S PICTURES. (200, 888, 307, 898)
article-paragraph: A very interesting programme will be shown on Thursday evening. Two star A.B. films have been secured. "The Sands of Dee," a dramatised version of Kingsley's poem, a fine story, set amid beautiful sea scenery, and showing wonderful art in photography. "Lena and the Geese" tells how, for reasons of State, a royal child is made to disappear. When the child has grown up the mother wishes to see it before she dies, the foster mother substitutes her own daughter and the trouble begins. Royal etiquette does not suit and Lena ends up happy, back with her geese. The scenics and comedies are all good. (178, 738, 329, 875)
article-paragraph: Six Austrian warships have left Trieste, presumably for the Levant. (673, 607, 826, 627)
health-subheading: DOMINION BIRTHS AND DEATHS (1006, 1110, 1092, 1129)
horrible-heading: HORRIBLE ATROCITIES. (695, 1040, 804, 1050)
article-paragraph: Hostility to Europeans is increasing, particularly among the lower classes. Some workmen's guilds openly boast they have taken a vow to massacre every Christian if the Bulgarians enter Constantinople or if Roumelia is severed from Turkey. (839, 607, 993, 666)
divider (190, 707, 317, 708)
article-paragraph: Druids are notified in another column to participate in a trip to Mangapehi to-morrow afternoon for the purpose of initiating new members, etc. (1006, 1823, 1092, 1889)
article-paragraph: Mr Asquith announced in the House of Commons to-day that the Weymouth had arrived at Besoka Bay, on the coast of Asia Minor, ten miles from the Dardanelles, and that she was on her way to Constantinople. (673, 557, 826, 606)
article-paragraph: A cable message from New York states that the betting in Wall street favour Mr Woodrow Wilson's chances of being elected to the Presidency. (18, 41, 165, 80)
article-paragraph: M. Poincare, Premier, replied that he was unable to comply with the request without infringing international law. (673, 803, 826, 832)
monte-dateline: Vienna, Monday. (889, 409, 943, 419)
grant-subheading: FOR RANGITOTO CROWN LANDS. (1011, 1687, 1087, 1706)
article-paragraph: Mutton.—The market is quiet, but steady, on account of moderate supply. Canterbury 4¼d, North Island 4½d, River Plate 4d, Australian 3¾d, English ewes 4d. (505, 130, 660, 169)
column-7 (1000, 38, 1098, 1947)
article-paragraph: A reminder is given of the unreserved sale of furniture to be held tomorrow afternoon by Mr C. B. Lever, on account of Mr S. R. Legg, at his residence opposite the brick works. Amongst the numerous items are a handsome duchess suite, and a very nice "Liberty" sideboard with large bevel-edge mirror, which are well worth the attention of anyone wanting first-class furniture. (18, 677, 165, 765)
article-paragraph: The Turks are preparing to defend Chataldja. Asiatic troops are constantly arriving, and 1500 Circassian horsemen have landed. (839, 792, 993, 822)
article-paragraph: The Bashi - Bazouks, irregular troops of the andit order, were guilty of frightful atrocities southwards of Baba Eski, where they bayonetted two Bulgars, Turkish subjects. (673, 1134, 826, 1173)
district-subheading-2: THE METALLING CONTRACT. (516, 957, 649, 967)
article-paragraph: He was only able to examine, with all the Powers, a demand for mediation, properly so-called, if made. (673, 833, 826, 863)
fatal-subheading: FRIGHTENED BY FIREWORKS. (1011, 1423, 1087, 1442)
uskub-article (839, 79, 993, 281)
loan-article (342, 58, 492, 225)
article-paragraph: It is gratifying to learn that the Wilson lime and metal works at Te Kuiti are once more in going order, the work of re-erection after the disastrous fire having been completed. The plant has been extensively added to and improved, and under the capable management of Mr J.F. Walsh, will be capable of turning out a greatly increased supply of material. The proprietors are to be cordially congratulated on their enterprise. (18, 221, 165, 319)
article-paragraph: The Turks at Kirk Kilisse shot the Christian soldiers of an Ottoman regiment in a house, and massacred them. They also killed a Bulgarian priest after cutting off his nose and gouging out his eyes. (673, 1063, 826, 1113)
